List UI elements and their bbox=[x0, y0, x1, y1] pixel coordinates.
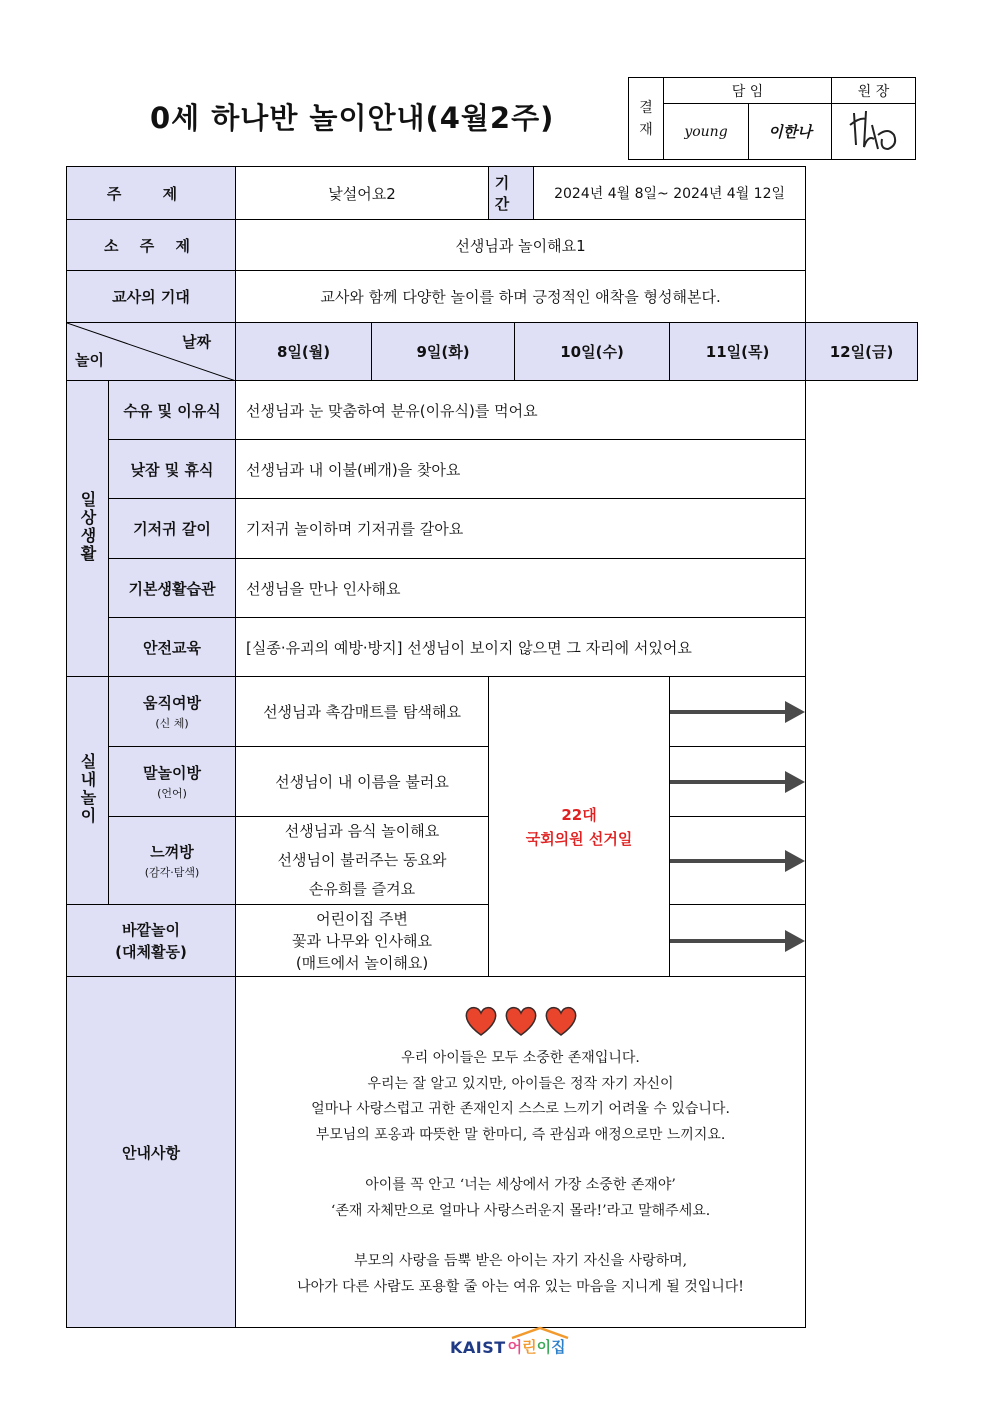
page-title: 0세 하나반 놀이안내(4월2주) bbox=[150, 101, 555, 135]
indoor-row-label: 말놀이방 (언어) bbox=[109, 747, 236, 817]
theme-value: 낯설어요2 bbox=[236, 167, 489, 220]
approval-label: 결 재 bbox=[629, 78, 664, 160]
indoor-row-text: 선생님이 내 이름을 불러요 bbox=[236, 747, 489, 817]
notice-line: 나아가 다른 사람도 포용할 줄 아는 여유 있는 마음을 지니게 될 것입니다! bbox=[297, 1278, 744, 1295]
subtheme-value: 선생님과 놀이해요1 bbox=[236, 220, 806, 271]
indoor-row-text: 선생님과 촉감매트를 탐색해요 bbox=[236, 677, 489, 747]
director-header: 원 장 bbox=[832, 78, 916, 104]
notice-line: 우리는 잘 알고 있지만, 아이들은 정작 자기 자신이 bbox=[367, 1075, 674, 1092]
indoor-group-label: 실내놀이 bbox=[67, 677, 109, 905]
continue-arrow bbox=[670, 677, 806, 747]
heart-icon bbox=[463, 1004, 499, 1038]
notice-line: 얼마나 사랑스럽고 귀한 존재인지 스스로 느끼기 어려울 수 있습니다. bbox=[311, 1101, 730, 1117]
notice-line: ‘존재 자체만으로 얼마나 사랑스러운지 몰라!’라고 말해주세요. bbox=[330, 1202, 711, 1219]
indoor-row-text: 선생님과 음식 놀이해요 선생님이 불러주는 동요와 손유희를 즐겨요 bbox=[236, 817, 489, 905]
indoor-row-label: 느껴방 (감각·탐색) bbox=[109, 817, 236, 905]
date-play-header bbox=[67, 323, 236, 381]
outdoor-label: 바깥놀이 (대체활동) bbox=[67, 905, 236, 977]
period-value: 2024년 4월 8일~ 2024년 4월 12일 bbox=[534, 167, 806, 220]
daily-row-label: 안전교육 bbox=[109, 618, 236, 677]
notice-label: 안내사항 bbox=[67, 977, 236, 1328]
logo-kids-text: 어린이집 bbox=[508, 1336, 566, 1357]
day-header: 11일(목) bbox=[670, 323, 806, 381]
daily-row-text: 기저귀 놀이하며 기저귀를 갈아요 bbox=[236, 499, 806, 559]
daily-row-label: 수유 및 이유식 bbox=[109, 381, 236, 440]
theme-label: 주 제 bbox=[67, 167, 236, 220]
expectation-label: 교사의 기대 bbox=[67, 271, 236, 323]
holiday-cell: 22대 국회의원 선거일 bbox=[489, 677, 670, 977]
continue-arrow bbox=[670, 905, 806, 977]
notice-line bbox=[236, 1148, 805, 1173]
daily-row-text: 선생님을 만나 인사해요 bbox=[236, 559, 806, 618]
daily-row-label: 낮잠 및 휴식 bbox=[109, 440, 236, 499]
period-label: 기 간 bbox=[489, 167, 534, 220]
notice-line: 부모의 사랑을 듬뿍 받은 아이는 자기 자신을 사랑하며, bbox=[353, 1253, 688, 1269]
play-label: 놀이 bbox=[75, 351, 104, 369]
teacher-signature-2: 이한나 bbox=[749, 104, 832, 160]
notice-line: 아이를 꼭 안고 ‘너는 세상에서 가장 소중한 존재야’ bbox=[365, 1177, 676, 1193]
day-header: 9일(화) bbox=[372, 323, 515, 381]
teacher-header: 담 임 bbox=[664, 78, 832, 104]
schedule-table bbox=[66, 166, 918, 1328]
date-label: 날짜 bbox=[182, 333, 212, 351]
indoor-row-label: 움직여방 (신 체) bbox=[109, 677, 236, 747]
daily-row-label: 기저귀 갈이 bbox=[109, 499, 236, 559]
director-signature-icon bbox=[844, 105, 904, 155]
heart-icon bbox=[503, 1004, 539, 1038]
house-roof-icon bbox=[510, 1326, 570, 1340]
hearts bbox=[236, 1004, 805, 1038]
continue-arrow bbox=[670, 747, 806, 817]
notice-line: 우리 아이들은 모두 소중한 존재입니다. bbox=[401, 1050, 640, 1066]
heart-icon bbox=[543, 1004, 579, 1038]
notice-line bbox=[236, 1224, 805, 1249]
day-header: 12일(금) bbox=[806, 323, 918, 381]
day-header: 10일(수) bbox=[515, 323, 670, 381]
daily-row-text: [실종·유괴의 예방·방지] 선생님이 보이지 않으면 그 자리에 서있어요 bbox=[236, 618, 806, 677]
outdoor-text: 어린이집 주변 꽃과 나무와 인사해요 (매트에서 놀이해요) bbox=[236, 905, 489, 977]
notice-body bbox=[236, 977, 806, 1328]
daily-group-label: 일상생활 bbox=[67, 381, 109, 677]
director-signature bbox=[832, 104, 916, 160]
subtheme-label: 소 주 제 bbox=[67, 220, 236, 271]
logo-kaist-text: KAIST bbox=[450, 1338, 506, 1357]
day-header: 8일(월) bbox=[236, 323, 372, 381]
daily-row-text: 선생님과 눈 맞춤하여 분유(이유식)를 먹어요 bbox=[236, 381, 806, 440]
notice-line: 부모님의 포옹과 따뜻한 말 한마디, 즉 관심과 애정으로만 느끼지요. bbox=[315, 1126, 726, 1143]
approval-box bbox=[628, 77, 916, 160]
kaist-kids-logo bbox=[450, 1336, 566, 1357]
daily-row-text: 선생님과 내 이불(베개)을 찾아요 bbox=[236, 440, 806, 499]
teacher-signature-1: young bbox=[664, 104, 749, 160]
daily-row-label: 기본생활습관 bbox=[109, 559, 236, 618]
continue-arrow bbox=[670, 817, 806, 905]
expectation-value: 교사와 함께 다양한 놀이를 하며 긍정적인 애착을 형성해본다. bbox=[236, 271, 806, 323]
